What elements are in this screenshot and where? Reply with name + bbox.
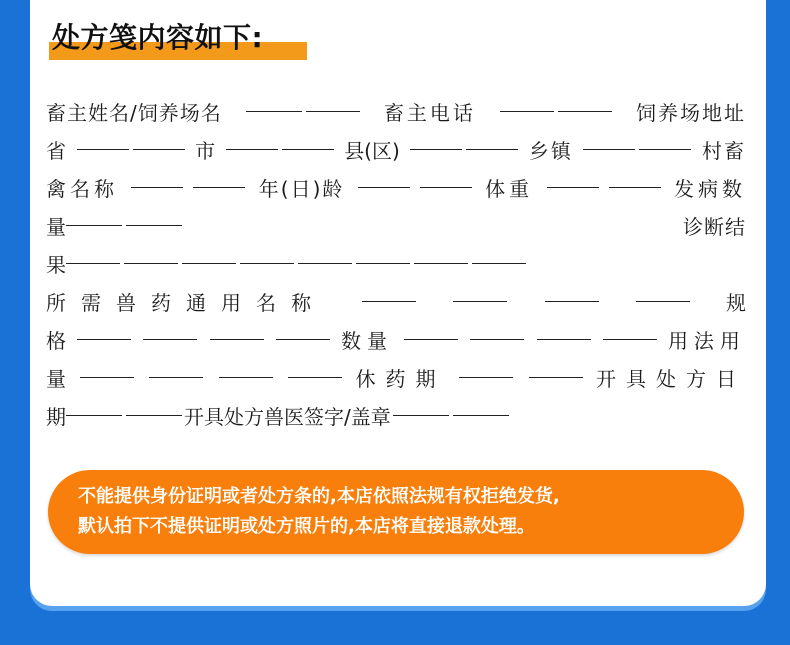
spec-label-cont: 格 [46,328,66,353]
livestock-name-label: 禽名称 [46,176,118,201]
blank-line [210,339,264,340]
blank-line [466,149,518,150]
blank-line [126,225,182,226]
blank-line [420,187,472,188]
blank-line [547,187,599,188]
blank-line [143,339,197,340]
blank-line [131,187,183,188]
prescription-form [46,92,746,434]
blank-line [66,263,120,264]
blank-line [459,377,513,378]
blank-line [558,111,612,112]
blank-line [639,149,691,150]
vet-signature-label: 开具处方兽医签字/盖章 [184,404,391,429]
blank-line [298,263,352,264]
usage-label: 用法用 [667,328,746,353]
form-line-2 [46,130,746,168]
blank-line [453,301,507,302]
blank-line [77,339,131,340]
blank-line [414,263,468,264]
blank-line [358,187,410,188]
blank-line [66,225,122,226]
city-label: 市 [195,138,216,163]
form-line-6 [46,282,746,320]
notice-banner [48,470,744,554]
blank-line [404,339,458,340]
notice-line-1: 不能提供身份证明或者处方条的,本店依照法规有权拒绝发货, [78,486,560,507]
form-line-7 [46,320,746,358]
withdrawal-period-label: 休药期 [355,366,446,391]
owner-name-label: 畜主姓名/饲养场名 [46,100,222,125]
blank-line [246,111,302,112]
form-line-5 [46,244,746,282]
date-label: 期 [46,404,66,429]
province-label: 省 [46,138,66,163]
sick-count-label: 发病数 [673,176,746,201]
weight-label: 体重 [485,176,534,201]
form-line-9 [46,396,746,434]
blank-line [219,377,273,378]
blank-line [282,149,334,150]
heading-block [52,16,263,56]
blank-line [453,415,509,416]
blank-line [126,415,182,416]
blank-line [124,263,178,264]
blank-line [77,149,129,150]
age-label: 年(日)龄 [258,176,345,201]
blank-line [240,263,294,264]
result-label: 果 [46,252,66,277]
spec-label: 规 [725,290,746,315]
dosage-label: 量 [46,366,66,391]
form-line-1 [46,92,746,130]
blank-line [470,339,524,340]
village-label: 村畜 [701,138,746,163]
blank-line [500,111,554,112]
blank-line [636,301,690,302]
form-line-4 [46,206,746,244]
blank-line [356,263,410,264]
blank-line [583,149,635,150]
blank-line [80,377,134,378]
diagnosis-label: 诊断结 [683,214,746,239]
blank-line [472,263,526,264]
notice-line-2: 默认拍下不提供证明或处方照片的,本店将直接退款处理。 [78,516,535,537]
township-label: 乡镇 [528,138,573,163]
form-line-8 [46,358,746,396]
blank-line [226,149,278,150]
blank-line [276,339,330,340]
blank-line [603,339,657,340]
blank-line [609,187,661,188]
blank-line [306,111,360,112]
issue-date-label: 开具处方日 [596,366,746,391]
farm-address-label: 饲养场地址 [636,100,746,125]
blank-line [66,415,122,416]
owner-phone-label: 畜主电话 [383,100,476,125]
amount-label: 数量 [340,328,393,353]
drug-name-label: 所需兽药通用名称 [46,290,326,315]
quantity-label: 量 [46,214,66,239]
blank-line [362,301,416,302]
page-title: 处方笺内容如下: [52,21,264,54]
form-line-3 [46,168,746,206]
blank-line [288,377,342,378]
blank-line [182,263,236,264]
blank-line [529,377,583,378]
blank-line [393,415,449,416]
blank-line [149,377,203,378]
blank-line [410,149,462,150]
blank-line [133,149,185,150]
blank-line [193,187,245,188]
blank-line [537,339,591,340]
blank-line [545,301,599,302]
county-label: 县(区) [344,138,400,163]
